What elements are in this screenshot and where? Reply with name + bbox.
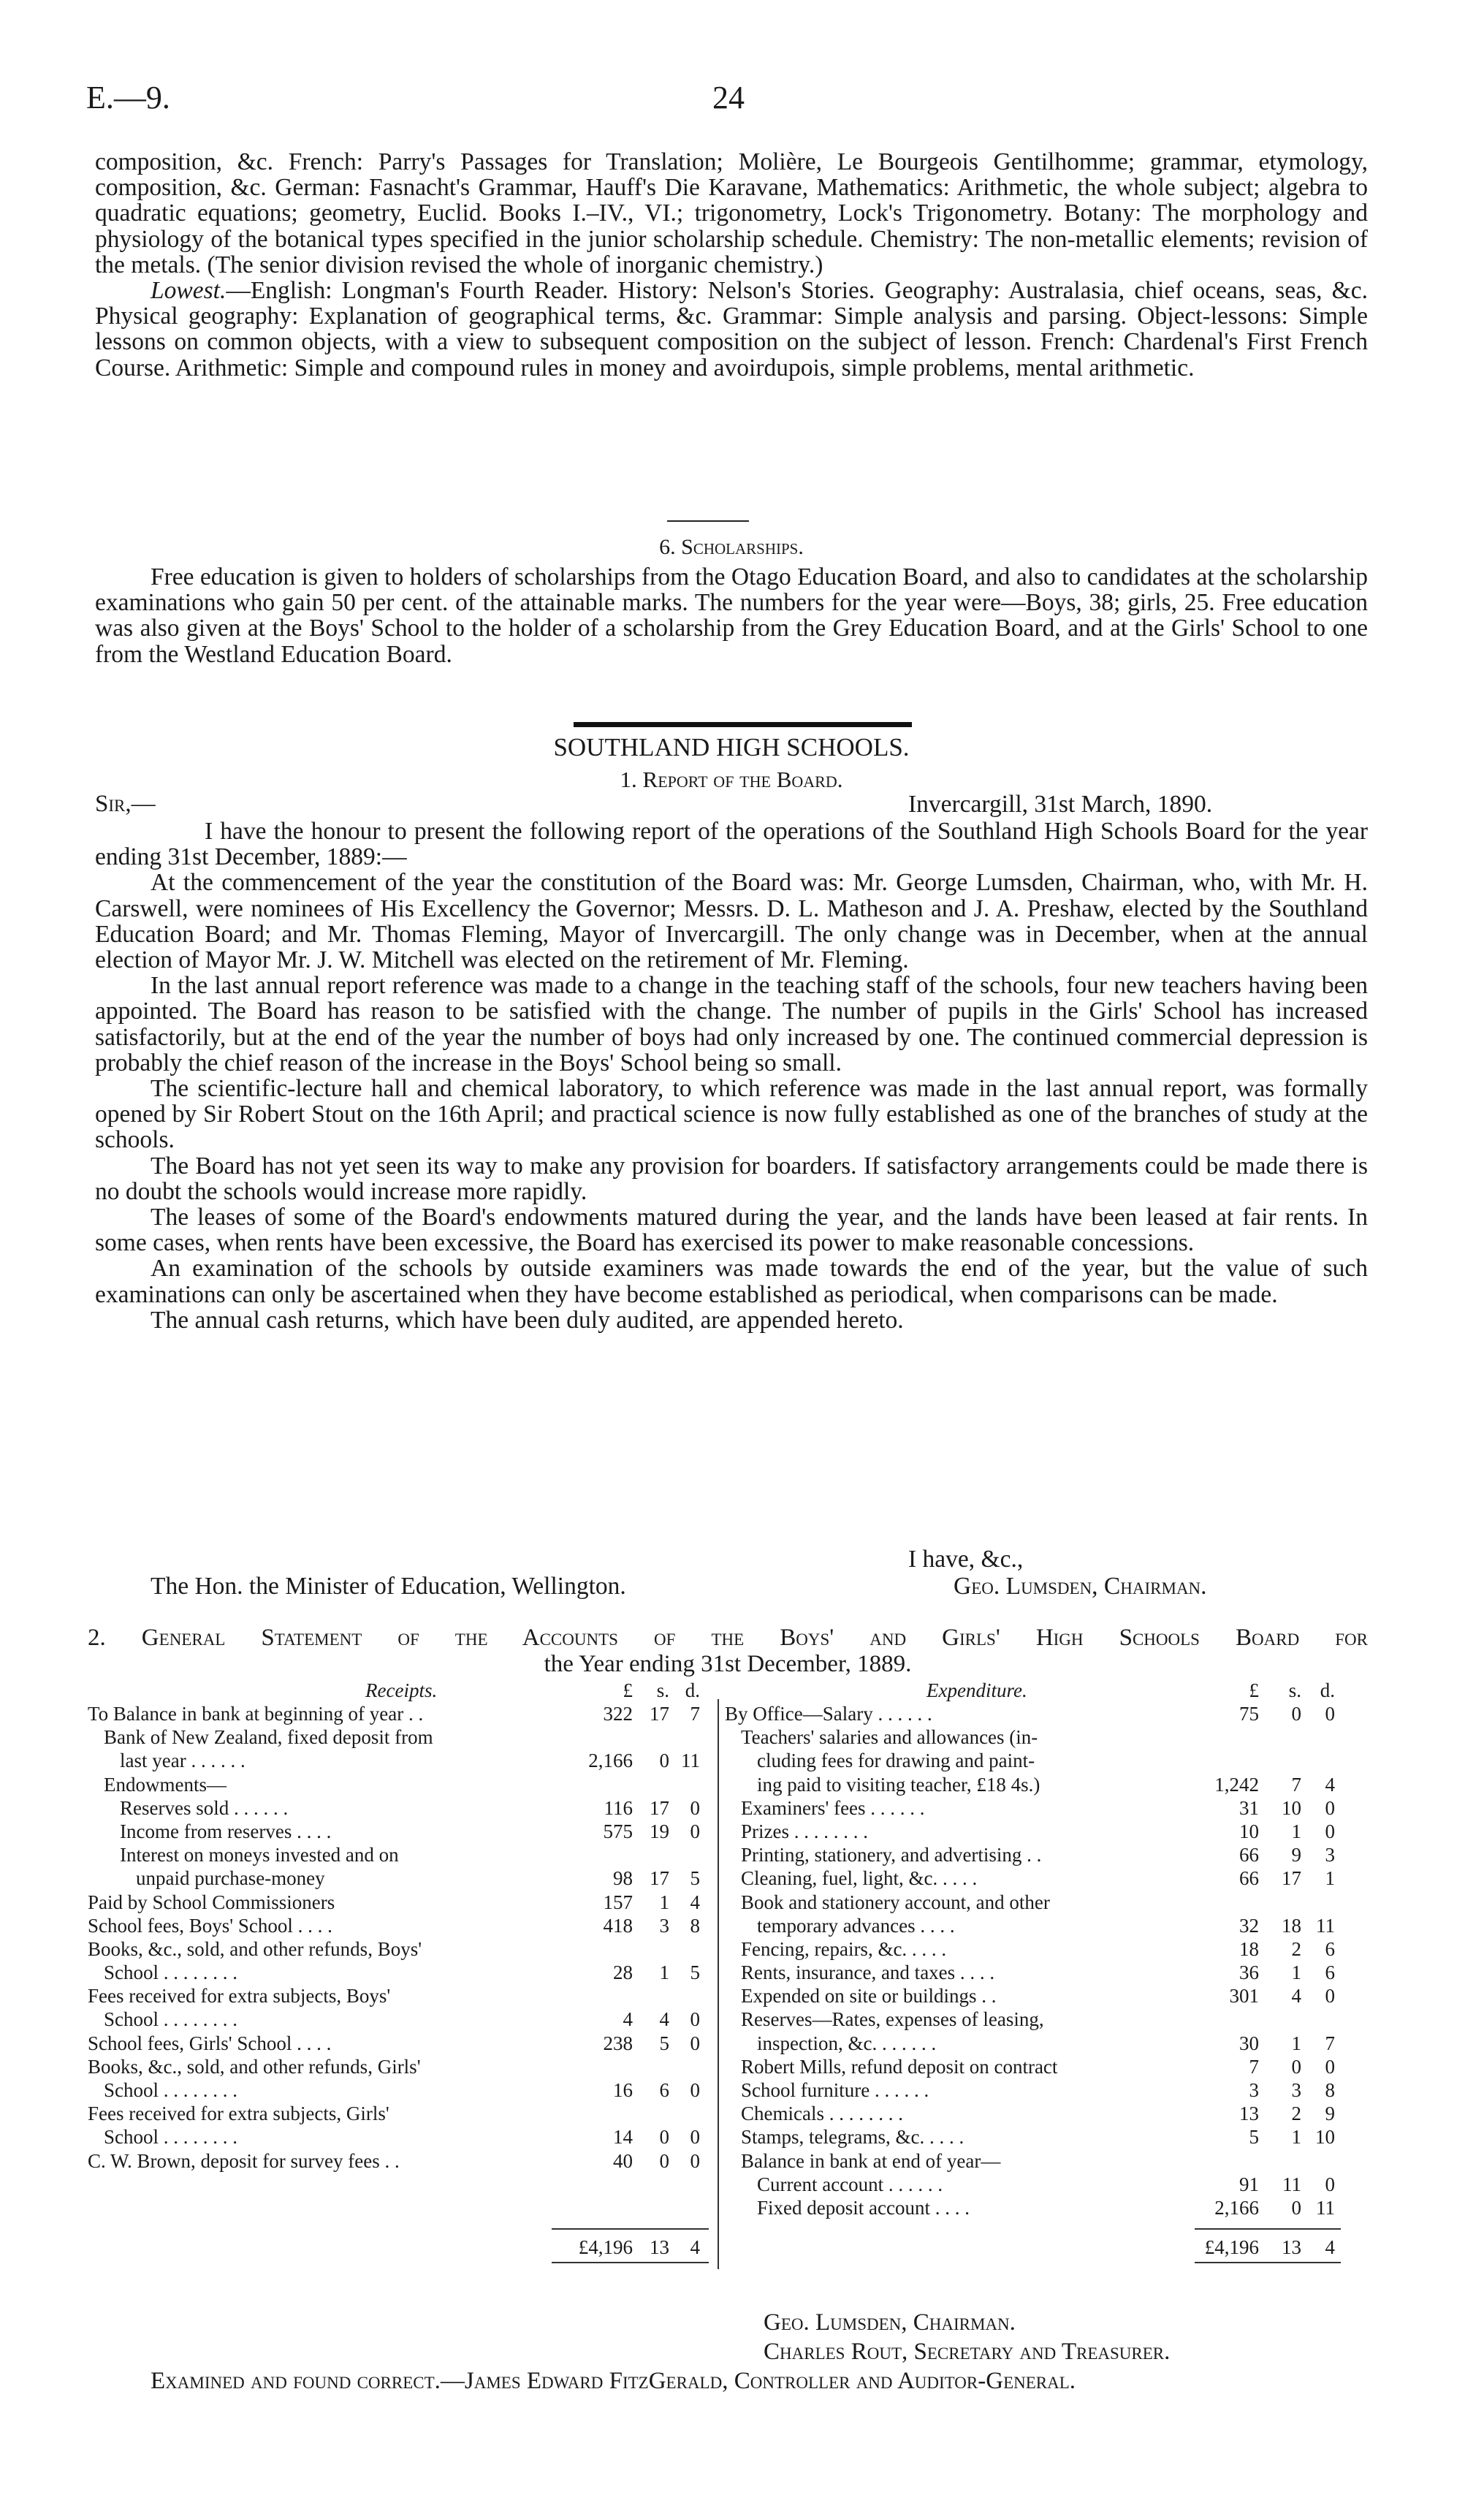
receipts-pounds-header: £: [623, 1679, 633, 1701]
expenditure-row-label: School furniture . . . . . .: [741, 2079, 929, 2101]
expenditure-amount-pounds: 32: [1239, 1914, 1259, 1937]
receipts-total-rule-bottom: [552, 2262, 709, 2263]
place-date: Invercargill, 31st March, 1890.: [908, 791, 1213, 818]
report-paragraph: The Board has not yet seen its way to make any provision for boarders. If satisfactory arrangements could be made there is no doubt the schools would increase more rapidly.: [95, 1152, 1368, 1205]
lowest-label: Lowest.: [151, 277, 227, 305]
receipts-row: [88, 1749, 709, 1772]
expenditure-row: [725, 1820, 1339, 1843]
expenditure-pounds-header: £: [1249, 1679, 1259, 1701]
receipts-row: [88, 2008, 709, 2031]
receipts-total-rule-top: [552, 2228, 709, 2230]
expenditure-row-label: Robert Mills, refund deposit on contract: [741, 2055, 1058, 2078]
expenditure-amount-pence: 0: [1325, 1820, 1335, 1842]
expenditure-amount-pounds: 3: [1249, 2079, 1259, 2101]
receipts-amount-pounds: 4: [623, 2008, 633, 2031]
expenditure-row: [725, 1866, 1339, 1890]
receipts-amount-pounds: 322: [603, 1703, 633, 1725]
expenditure-total-rule-top: [1195, 2228, 1341, 2230]
receipts-shillings-header: s.: [656, 1679, 669, 1701]
section-thick-rule: [574, 722, 912, 727]
expenditure-row-label: ing paid to visiting teacher, £18 4s.): [757, 1773, 1040, 1796]
expenditure-row: [725, 2078, 1339, 2102]
expenditure-amount-shillings: 7: [1291, 1773, 1301, 1796]
receipts-row-label: Books, &c., sold, and other refunds, Girls': [88, 2055, 421, 2078]
expenditure-row: [725, 1891, 1339, 1914]
receipts-amount-shillings: 0: [659, 2149, 669, 2172]
report-paragraph: In the last annual report reference was made to a change in the teaching staff of the schools, four new teachers having been appointed. The Board has reason to be satisfied with the change. The number of pupils in the Girls' School has increased satisfactorily, but at the end of the year the number of boys had only increased by one. The continued commercial depression is probably the chief reason of the increase in the Boys' School being so small.: [95, 972, 1368, 1076]
closing: I have, &c.,: [908, 1546, 1024, 1573]
expenditure-amount-pounds: 36: [1239, 1961, 1259, 1984]
receipts-row: [88, 2149, 709, 2173]
receipts-row-label: School fees, Girls' School . . . .: [88, 2032, 332, 2054]
receipts-amount-shillings: 0: [659, 1750, 669, 1772]
receipts-row-label: School . . . . . . . .: [104, 2079, 238, 2101]
expenditure-amount-pounds: 7: [1249, 2055, 1259, 2078]
receipts-row: [88, 2125, 709, 2149]
expenditure-row-label: Rents, insurance, and taxes . . . .: [741, 1961, 995, 1984]
receipts-amount-pence: 11: [681, 1750, 700, 1772]
report-paragraph: The annual cash returns, which have been duly audited, are appended hereto.: [151, 1306, 904, 1334]
expenditure-row-label: Printing, stationery, and advertising . .: [741, 1844, 1042, 1866]
expenditure-row-label: temporary advances . . . .: [757, 1914, 955, 1937]
receipts-row: [88, 1796, 709, 1820]
section-divider: [667, 520, 749, 522]
curriculum-paragraph-lowest: [95, 278, 1368, 381]
expenditure-row: [725, 2055, 1339, 2078]
statement-title-line-2: the Year ending 31st December, 1889.: [544, 1651, 912, 1677]
expenditure-amount-pence: 3: [1325, 1844, 1335, 1866]
receipts-amount-pounds: 575: [603, 1820, 633, 1842]
expenditure-row: [725, 2196, 1339, 2219]
expenditure-amount-shillings: 11: [1282, 2173, 1301, 2195]
expenditure-amount-pounds: 66: [1239, 1867, 1259, 1890]
addressee: The Hon. the Minister of Education, Wellington.: [151, 1573, 626, 1600]
expenditure-amount-shillings: 4: [1291, 1985, 1301, 2008]
receipts-amount-shillings: 4: [659, 2008, 669, 2031]
auditor-certification: Examined and found correct.—James Edward FitzGerald, Controller and Auditor-General.: [151, 2368, 1076, 2394]
expenditure-row: [725, 1749, 1339, 1772]
expenditure-amount-pence: 4: [1325, 1773, 1335, 1796]
expenditure-row: [725, 2149, 1339, 2173]
expenditure-amount-pence: 11: [1316, 1914, 1335, 1937]
receipts-row-label: Endowments—: [104, 1773, 227, 1796]
receipts-amount-pounds: 14: [613, 2126, 633, 2149]
expenditure-amount-pence: 9: [1325, 2103, 1335, 2125]
expenditure-amount-pence: 7: [1325, 2032, 1335, 2054]
receipts-row: [88, 1725, 709, 1749]
expenditure-row-label: Cleaning, fuel, light, &c. . . . .: [741, 1867, 978, 1890]
page-number: 24: [712, 80, 745, 115]
report-paragraph: The leases of some of the Board's endowments matured during the year, and the lands have been leased at fair rents. In some cases, when rents have been excessive, the Board has exercised its power to make reasonable concessions.: [95, 1204, 1368, 1257]
expenditure-row-label: Stamps, telegrams, &c. . . . .: [741, 2126, 964, 2149]
expenditure-amount-shillings: 0: [1291, 2196, 1301, 2219]
expenditure-amount-pence: 0: [1325, 1703, 1335, 1725]
report-signatory: Geo. Lumsden, Chairman.: [954, 1573, 1207, 1600]
report-paragraph: I have the honour to present the following report of the operations of the Southland High Schools Board for the year ending 31st December, 1889:—: [95, 818, 1368, 871]
expenditure-amount-pence: 0: [1325, 2173, 1335, 2195]
receipts-amount-pence: 0: [690, 1820, 700, 1842]
receipts-row: [88, 2078, 709, 2102]
receipts-amount-pence: 0: [690, 2079, 700, 2101]
southland-title: SOUTHLAND HIGH SCHOOLS.: [553, 733, 910, 761]
expenditure-amount-pence: 10: [1315, 2126, 1335, 2149]
receipts-total-pence: 4: [690, 2236, 700, 2258]
expenditure-row: [725, 1843, 1339, 1866]
expenditure-amount-pounds: 1,242: [1214, 1773, 1259, 1796]
expenditure-amount-pounds: 31: [1239, 1796, 1259, 1819]
expenditure-amount-pounds: 13: [1239, 2103, 1259, 2125]
secretary-signature: Charles Rout, Secretary and Treasurer.: [764, 2339, 1171, 2365]
lowest-text: —English: Longman's Fourth Reader. History: Nelson's Stories. Geography: Australasia, chief oceans, seas, &c. Physical geography: Explanation of geographical terms, &c. Grammar: Simple analysis and parsing. Object-lessons: Simple lessons on common objects, with a view to subsequent composition on the subject of lesson. French: Chardenal's First French Course. Arithmetic: Simple and compound rules in money and avoirdupois, simple problems, mental arithmetic.: [95, 277, 1368, 381]
expenditure-amount-pounds: 18: [1239, 1937, 1259, 1960]
expenditure-row-label: Fixed deposit account . . . .: [757, 2196, 970, 2219]
receipts-row-label: School fees, Boys' School . . . .: [88, 1914, 332, 1937]
expenditure-total-pence: 4: [1325, 2236, 1335, 2258]
report-paragraph: At the commencement of the year the constitution of the Board was: Mr. George Lumsden, Chairman, who, with Mr. H. Carswell, were nominees of His Excellency the Governor; Messrs. D. L. Matheson and J. A. Preshaw, elected by the Southland Education Board; and Mr. Thomas Fleming, Mayor of Invercargill. The only change was in December, when at the annual election of Mayor Mr. J. W. Mitchell was elected on the retirement of Mr. Fleming.: [95, 869, 1368, 974]
expenditure-row: [725, 2125, 1339, 2149]
receipts-row-label: Income from reserves . . . .: [120, 1820, 332, 1842]
expenditure-amount-shillings: 0: [1291, 1703, 1301, 1725]
receipts-amount-shillings: 6: [659, 2079, 669, 2101]
curriculum-text: [95, 149, 1368, 381]
receipts-total-shillings: 13: [650, 2236, 669, 2258]
receipts-amount-pounds: 116: [604, 1796, 633, 1819]
expenditure-row-label: Examiners' fees . . . . . .: [741, 1796, 925, 1819]
expenditure-row-label: Chemicals . . . . . . . .: [741, 2103, 903, 2125]
expenditure-amount-pence: 6: [1325, 1937, 1335, 1960]
receipts-amount-pence: 0: [690, 2008, 700, 2031]
expenditure-total-shillings: 13: [1282, 2236, 1301, 2258]
receipts-amount-pence: 5: [690, 1961, 700, 1984]
receipts-row: [88, 1843, 709, 1866]
receipts-amount-shillings: 0: [659, 2126, 669, 2149]
expenditure-amount-shillings: 3: [1291, 2079, 1301, 2101]
report-heading: 1. Report of the Board.: [620, 767, 843, 792]
expenditure-row-label: Balance in bank at end of year—: [741, 2149, 1001, 2172]
receipts-row: [88, 1773, 709, 1796]
receipts-row: [88, 1866, 709, 1890]
receipts-row-label: Bank of New Zealand, fixed deposit from: [104, 1726, 433, 1749]
expenditure-row: [725, 1796, 1339, 1820]
receipts-amount-pence: 4: [690, 1891, 700, 1913]
expenditure-row: [725, 1961, 1339, 1984]
expenditure-shillings-header: s.: [1288, 1679, 1301, 1701]
receipts-amount-pence: 0: [690, 2149, 700, 2172]
expenditure-row: [725, 2102, 1339, 2125]
expenditure-amount-pounds: 2,166: [1214, 2196, 1259, 2219]
expenditure-amount-shillings: 1: [1291, 2032, 1301, 2054]
receipts-row-label: Fees received for extra subjects, Girls': [88, 2103, 389, 2125]
receipts-row-label: School . . . . . . . .: [104, 2126, 238, 2149]
scholarships-paragraph: Free education is given to holders of scholarships from the Otago Education Board, and also to candidates at the scholarship examinations who gain 50 per cent. of the attainable marks. The numbers for the year were—Boys, 38; girls, 25. Free education was also given at the Boys' School to the holder of a scholarship from the Grey Education Board, and at the Girls' School to one from the Westland Education Board.: [95, 563, 1368, 668]
receipts-amount-shillings: 5: [659, 2032, 669, 2054]
receipts-amount-pounds: 98: [613, 1867, 633, 1890]
receipts-row-label: unpaid purchase-money: [136, 1867, 325, 1890]
receipts-amount-pence: 0: [690, 2126, 700, 2149]
receipts-row: [88, 2102, 709, 2125]
receipts-row-label: Reserves sold . . . . . .: [120, 1796, 289, 1819]
chairman-signature: Geo. Lumsden, Chairman.: [764, 2309, 1016, 2336]
report-paragraph: An examination of the schools by outside examiners was made towards the end of the year, but the value of such examinations can only be ascertained when they have become established as periodical, when comparisons can be made.: [95, 1255, 1368, 1308]
expenditure-amount-pounds: 75: [1239, 1703, 1259, 1725]
receipts-row-label: last year . . . . . .: [120, 1750, 246, 1772]
receipts-row: [88, 1820, 709, 1843]
expenditure-amount-pounds: 66: [1239, 1844, 1259, 1866]
scholarships-section: [95, 564, 1368, 667]
expenditure-amount-pounds: 91: [1239, 2173, 1259, 2195]
receipts-row: [88, 1984, 709, 2008]
receipts-row-label: Interest on moneys invested and on: [120, 1844, 399, 1866]
receipts-row: [88, 1937, 709, 1961]
receipts-amount-pounds: 2,166: [588, 1750, 633, 1772]
expenditure-row-label: Reserves—Rates, expenses of leasing,: [741, 2008, 1044, 2031]
expenditure-amount-pounds: 30: [1239, 2032, 1259, 2054]
receipts-list: [88, 1702, 709, 2173]
expenditure-row: [725, 1702, 1339, 1725]
expenditure-row: [725, 2173, 1339, 2196]
receipts-amount-pounds: 238: [603, 2032, 633, 2054]
expenditure-row-label: Fencing, repairs, &c. . . . .: [741, 1937, 947, 1960]
receipts-amount-shillings: 17: [650, 1703, 669, 1725]
expenditure-total-rule-bottom: [1195, 2262, 1341, 2263]
receipts-row: [88, 1961, 709, 1984]
expenditure-row-label: Expended on site or buildings . .: [741, 1985, 997, 2008]
expenditure-heading: Expenditure.: [926, 1679, 1027, 1701]
receipts-row-label: C. W. Brown, deposit for survey fees . .: [88, 2149, 400, 2172]
receipts-row: [88, 1891, 709, 1914]
expenditure-amount-shillings: 10: [1282, 1796, 1301, 1819]
receipts-total-pounds: £4,196: [578, 2236, 633, 2258]
expenditure-row: [725, 1937, 1339, 1961]
receipts-amount-shillings: 17: [650, 1796, 669, 1819]
expenditure-row: [725, 1914, 1339, 1937]
expenditure-row-label: Book and stationery account, and other: [741, 1891, 1050, 1913]
receipts-amount-pence: 0: [690, 1796, 700, 1819]
receipts-amount-pence: 7: [690, 1703, 700, 1725]
receipts-amount-pence: 5: [690, 1867, 700, 1890]
receipts-amount-pence: 0: [690, 2032, 700, 2054]
expenditure-row-label: cluding fees for drawing and paint-: [757, 1750, 1035, 1772]
scholarships-heading: 6. Scholarships.: [659, 535, 804, 559]
receipts-amount-pounds: 28: [613, 1961, 633, 1984]
expenditure-amount-shillings: 9: [1291, 1844, 1301, 1866]
receipts-row-label: Fees received for extra subjects, Boys': [88, 1985, 391, 2008]
salutation: Sir,—: [95, 791, 156, 817]
expenditure-amount-shillings: 17: [1282, 1867, 1301, 1890]
expenditure-row: [725, 1984, 1339, 2008]
expenditure-row-label: Current account . . . . . .: [757, 2173, 943, 2195]
receipts-amount-shillings: 1: [659, 1961, 669, 1984]
receipts-row-label: School . . . . . . . .: [104, 1961, 238, 1984]
expenditure-amount-shillings: 18: [1282, 1914, 1301, 1937]
receipts-row-label: To Balance in bank at beginning of year . .: [88, 1703, 424, 1725]
expenditure-list: [725, 1702, 1339, 2219]
expenditure-amount-pence: 8: [1325, 2079, 1335, 2101]
expenditure-total-pounds: £4,196: [1204, 2236, 1259, 2258]
expenditure-amount-shillings: 2: [1291, 2103, 1301, 2125]
report-paragraph: The scientific-lecture hall and chemical laboratory, to which reference was made in the last annual report, was formally opened by Sir Robert Stout on the 16th April; and practical science is now fully established as one of the branches of study at the schools.: [95, 1075, 1368, 1154]
receipts-row: [88, 2032, 709, 2055]
receipts-row: [88, 1914, 709, 1937]
receipts-amount-pounds: 16: [613, 2079, 633, 2101]
accounts-table: [88, 1679, 1368, 2307]
report-body: [95, 818, 1368, 1333]
expenditure-row: [725, 1773, 1339, 1796]
receipts-amount-pounds: 40: [613, 2149, 633, 2172]
expenditure-row-label: By Office—Salary . . . . . .: [725, 1703, 932, 1725]
receipts-row-label: Books, &c., sold, and other refunds, Boys': [88, 1937, 422, 1960]
expenditure-amount-pence: 0: [1325, 1985, 1335, 2008]
expenditure-row-label: Teachers' salaries and allowances (in-: [741, 1726, 1038, 1749]
document-code: E.—9.: [86, 80, 170, 115]
receipts-amount-shillings: 17: [650, 1867, 669, 1890]
expenditure-row-label: Prizes . . . . . . . .: [741, 1820, 868, 1842]
expenditure-amount-shillings: 1: [1291, 1820, 1301, 1842]
expenditure-row: [725, 2008, 1339, 2031]
expenditure-amount-pounds: 10: [1239, 1820, 1259, 1842]
column-divider: [718, 1699, 719, 2269]
expenditure-pence-header: d.: [1320, 1679, 1335, 1701]
expenditure-row-label: inspection, &c. . . . . . .: [757, 2032, 937, 2054]
expenditure-amount-pounds: 5: [1249, 2126, 1259, 2149]
receipts-heading: Receipts.: [365, 1679, 438, 1701]
expenditure-amount-shillings: 1: [1291, 2126, 1301, 2149]
receipts-amount-pounds: 157: [603, 1891, 633, 1913]
expenditure-row: [725, 2032, 1339, 2055]
expenditure-amount-shillings: 0: [1291, 2055, 1301, 2078]
statement-title-line-1: 2. General Statement of the Accounts of the Boys' and Girls' High Schools Board for: [88, 1625, 1368, 1651]
expenditure-amount-pence: 0: [1325, 1796, 1335, 1819]
receipts-row: [88, 1702, 709, 1725]
receipts-amount-shillings: 3: [659, 1914, 669, 1937]
receipts-row-label: Paid by School Commissioners: [88, 1891, 335, 1913]
expenditure-amount-pence: 6: [1325, 1961, 1335, 1984]
receipts-row-label: School . . . . . . . .: [104, 2008, 238, 2031]
receipts-row: [88, 2055, 709, 2078]
expenditure-amount-pence: 0: [1325, 2055, 1335, 2078]
expenditure-amount-shillings: 1: [1291, 1961, 1301, 1984]
receipts-amount-shillings: 19: [650, 1820, 669, 1842]
receipts-pence-header: d.: [685, 1679, 700, 1701]
receipts-amount-pence: 8: [690, 1914, 700, 1937]
expenditure-row: [725, 1725, 1339, 1749]
expenditure-amount-pounds: 301: [1229, 1985, 1259, 2008]
expenditure-amount-pence: 11: [1316, 2196, 1335, 2219]
expenditure-amount-pence: 1: [1325, 1867, 1335, 1890]
receipts-amount-shillings: 1: [659, 1891, 669, 1913]
receipts-amount-pounds: 418: [603, 1914, 633, 1937]
expenditure-amount-shillings: 2: [1291, 1937, 1301, 1960]
curriculum-paragraph-1: composition, &c. French: Parry's Passages for Translation; Molière, Le Bourgeois Gentilhomme; grammar, etymology, composition, &c. German: Fasnacht's Grammar, Hauff's Die Karavane, Mathematics: Arithmetic, the whole subject; algebra to quadratic equations; geometry, Euclid. Books I.–IV., VI.; trigonometry, Lock's Trigonometry. Botany: The morphology and physiology of the botanical types specified in the junior scholarship schedule. Chemistry: The non-metallic elements; revision of the metals. (The senior division revised the whole of inorganic chemistry.): [95, 148, 1368, 278]
